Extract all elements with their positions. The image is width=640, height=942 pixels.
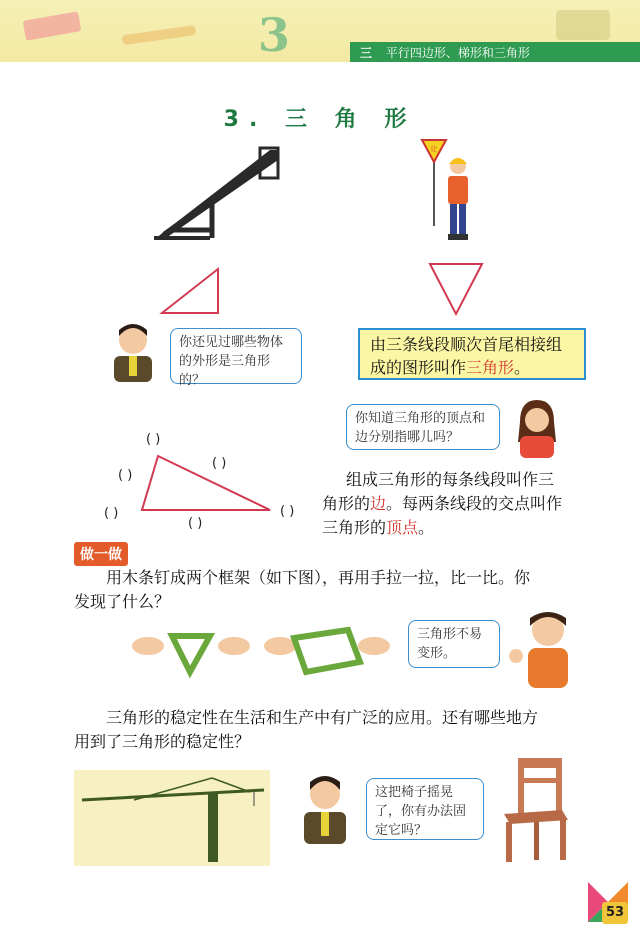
side-para-line-2b: 。每两条线段的交点叫作	[386, 494, 563, 513]
stability-paragraph	[74, 706, 614, 754]
chair-illustration	[496, 754, 574, 866]
term-vertex: 顶点	[386, 518, 419, 537]
boy-bubble: 三角形不易变形。	[408, 620, 500, 668]
boy-avatar	[508, 604, 586, 690]
triangle-shape-left	[158, 265, 224, 317]
girl-question-bubble: 你知道三角形的顶点和边分别指哪儿吗？	[346, 404, 500, 450]
triangle-frame-hands	[132, 624, 250, 682]
sign-text: 让	[430, 145, 438, 153]
chapter-number: 三	[360, 46, 373, 60]
teacher-question-bubble: 你还见过哪些物体的外形是三角形的？	[170, 328, 302, 384]
girl-avatar	[508, 396, 566, 458]
side-para-line-1: 组成三角形的每条线段叫作三	[346, 470, 555, 489]
vertex-blank-left: ( )	[104, 506, 119, 521]
quad-frame-hands	[264, 622, 390, 682]
page-title: 3. 三 角 形	[223, 107, 417, 132]
chair-question-bubble: 这把椅子摇晃了，你有办法固定它吗？	[366, 778, 484, 840]
side-para-line-2a: 角形的	[322, 494, 371, 513]
definition-text: 由三条线段顺次首尾相接组成的图形叫作	[370, 335, 563, 377]
activity-line-1: 用木条钉成两个框架（如下图），再用手拉一拉，比一比。你	[106, 568, 531, 587]
teacher-avatar-2	[296, 770, 354, 846]
page-number: 53	[602, 902, 628, 924]
chapter-title-bar	[350, 42, 640, 62]
side-para-line-3a: 三角形的	[322, 518, 387, 537]
vertex-blank-top: ( )	[146, 432, 161, 447]
stability-line-2: 用到了三角形的稳定性？	[74, 732, 251, 751]
term-side: 边	[370, 494, 387, 513]
side-blank-left: ( )	[118, 468, 133, 483]
labeled-triangle	[138, 448, 278, 520]
teacher-avatar-1	[106, 318, 160, 382]
stability-line-1: 三角形的稳定性在生活和生产中有广泛的应用。还有哪些地方	[106, 708, 539, 727]
deco-digit-3: 3	[258, 8, 291, 62]
side-blank-right: ( )	[212, 456, 227, 471]
triangle-shape-right	[426, 260, 486, 318]
definition-term: 三角形	[466, 358, 515, 377]
definition-box	[358, 328, 586, 380]
side-para-line-3b: 。	[418, 518, 435, 537]
activity-line-2: 发现了什么？	[74, 592, 171, 611]
side-vertex-paragraph	[322, 468, 616, 540]
activity-tag: 做一做	[74, 542, 128, 566]
crane-illustration	[74, 772, 270, 864]
deco-calculator-icon	[548, 6, 618, 44]
chapter-title: 平行四边形、梯形和三角形	[385, 46, 530, 60]
side-blank-bottom: ( )	[188, 516, 203, 531]
slide-illustration	[150, 138, 285, 243]
chapter-banner	[0, 0, 640, 62]
deco-pencil-icon	[120, 20, 200, 50]
definition-end: 。	[514, 358, 531, 377]
deco-ruler-icon	[22, 10, 82, 44]
vertex-blank-right: ( )	[280, 504, 295, 519]
worker-illustration	[418, 136, 482, 248]
